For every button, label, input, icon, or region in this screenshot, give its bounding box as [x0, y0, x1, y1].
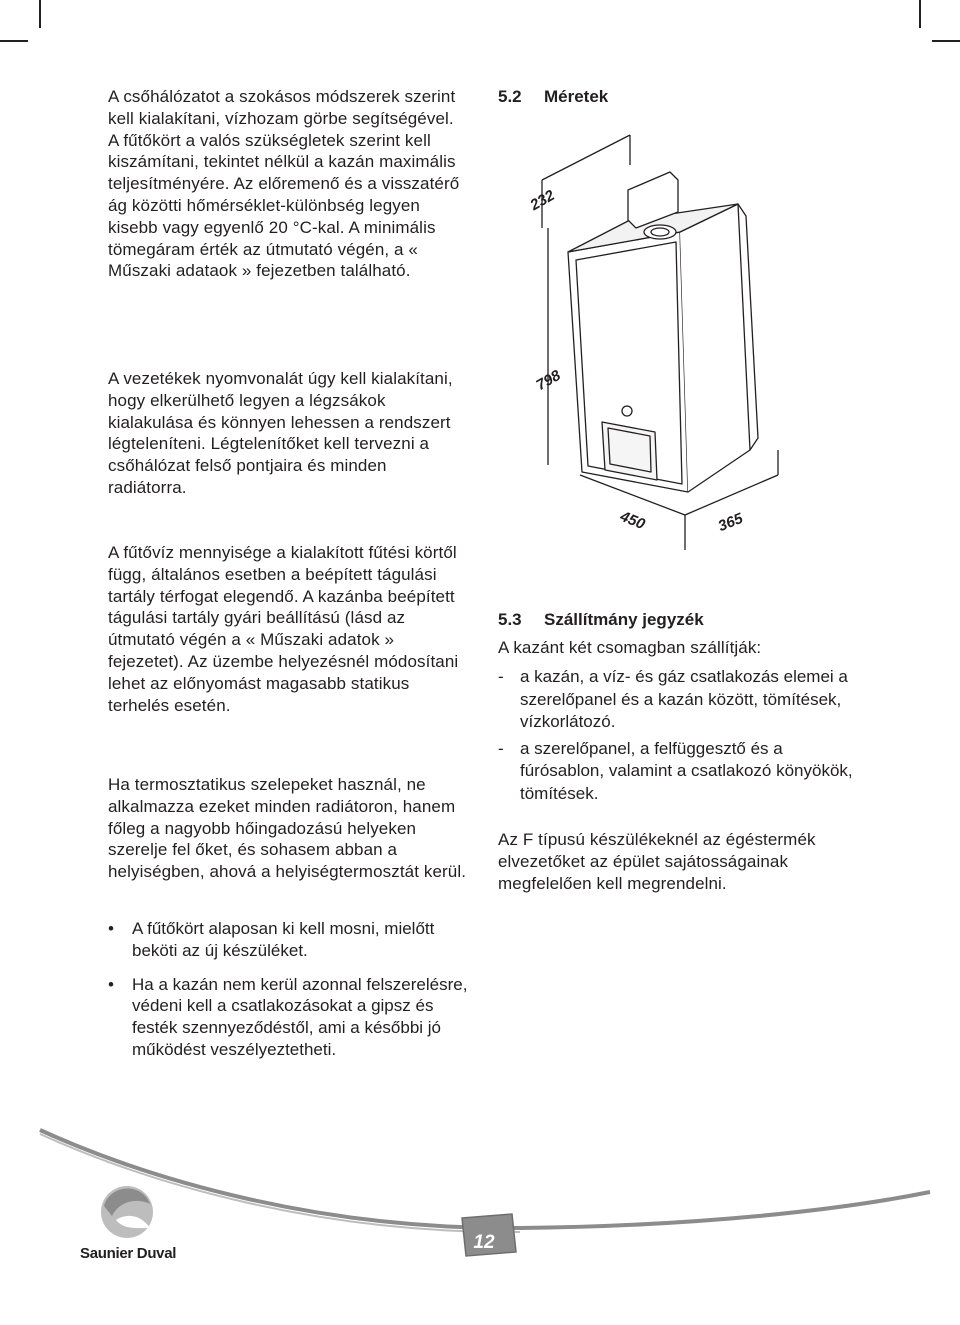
footer-swoosh [40, 1130, 930, 1228]
delivery-intro: A kazánt két csomagban szállítják: [498, 638, 762, 657]
paragraph-flue-note: Az F típusú készülékeknél az égéstermék elvezetőket az épület sajátosságainak megfelelően kell megrendelni. [498, 830, 816, 893]
crop-mark-top-right [919, 0, 921, 28]
bullet-list [108, 918, 468, 1061]
boiler-drawing [510, 120, 810, 560]
dimension-label-depth-bottom: 365 [715, 509, 746, 536]
crop-mark-top-right-h [932, 40, 960, 42]
bullet-mark: • [108, 974, 114, 994]
dimension-label-depth-top: 232 [527, 186, 558, 215]
crop-mark-top-left-h [0, 40, 28, 42]
section-title: Méretek [544, 87, 609, 106]
bullet-text: A fűtőkört alaposan ki kell mosni, mielőtt beköti az új készüléket. [132, 919, 435, 960]
section-title: Szállítmány jegyzék [544, 610, 704, 629]
bullet-mark: • [108, 919, 114, 938]
dimension-label-width: 450 [617, 507, 648, 534]
list-item [498, 738, 858, 806]
delivery-list [498, 666, 858, 806]
brand-logo-text: Saunier Duval [80, 1245, 177, 1262]
paragraph-flow-rate: A csőhálózatot a szokásos módszerek szerint kell kialakítani, vízhozam görbe segítségével. A fűtőkört a valós szükségletek szerint kell kiszámítani, tekintet nélkül a kazán maximális teljesítményére. Az előremenő és a visszatérő ág közötti hőmérséklet-különbség legyen kisebb vagy egyenlő 20 °C-kal. A minimális tömegáram érték az útmutató végén, a « Műszaki adataok » fejezetben található. [108, 87, 460, 281]
boiler-side-face [680, 204, 750, 492]
section-number: 5.3 [498, 610, 522, 629]
footer-decoration [0, 1120, 960, 1325]
paragraph-thermostatic-valves: Ha termosztatikus szelepeket használ, ne alkalmazza ezeket minden radiátoron, hanem főleg a nagyobb hőingadozású helyeken szerelje fel őket, és sohasem abban a helyiségben, ahová a helyiségtermosztát kerül. [108, 775, 467, 882]
saunier-duval-logo-icon [101, 1186, 153, 1238]
crop-mark-top-left [39, 0, 41, 28]
paragraph-pipe-routing: A vezetékek nyomvonalát úgy kell kialakítani, hogy elkerülhető legyen a légzsákok kialakulása és könnyen lehessen a rendszert légteleníteni. Légtelenítőket kell tervezni a csőhálózat felső pontjaira és minden radiátorra. [108, 369, 453, 497]
section-heading-dimensions [498, 86, 608, 108]
section-heading-delivery-list [498, 609, 704, 631]
boiler-dimension-figure [510, 120, 810, 560]
dash-mark: - [498, 738, 504, 758]
list-item-text: a kazán, a víz- és gáz csatlakozás elemei a szerelőpanel és a kazán között, tömítések, vízkorlátozó. [520, 667, 848, 732]
list-item [498, 666, 858, 734]
list-item [108, 974, 468, 1061]
dimension-line-depth-top [542, 135, 630, 180]
section-number: 5.2 [498, 87, 522, 106]
flue-outlet [644, 225, 676, 239]
list-item [108, 918, 468, 962]
dash-mark: - [498, 667, 504, 686]
dimension-label-height: 798 [533, 366, 564, 395]
paragraph-expansion-tank: A fűtővíz mennyisége a kialakított fűtési körtől függ, általános esetben a beépített tágulási tartály térfogat elegendő. A kazánba beépített tágulási tartály gyári beállítású (lásd az útmutató végén a « Műszaki adatok » fejezetet). Az üzembe helyezésnél módosítani lehet az előnyomást magasabb statikus terhelés esetén. [108, 543, 459, 715]
list-item-text: a szerelőpanel, a felfüggesztő és a fúrósablon, valamint a csatlakozó könyökök, tömítések. [520, 738, 853, 803]
page-number: 12 [473, 1232, 495, 1253]
bullet-text: Ha a kazán nem kerül azonnal felszerelésre, védeni kell a csatlakozásokat a gipsz és festék szennyeződéstől, ami a későbbi jó működést veszélyeztetheti. [132, 974, 468, 1059]
